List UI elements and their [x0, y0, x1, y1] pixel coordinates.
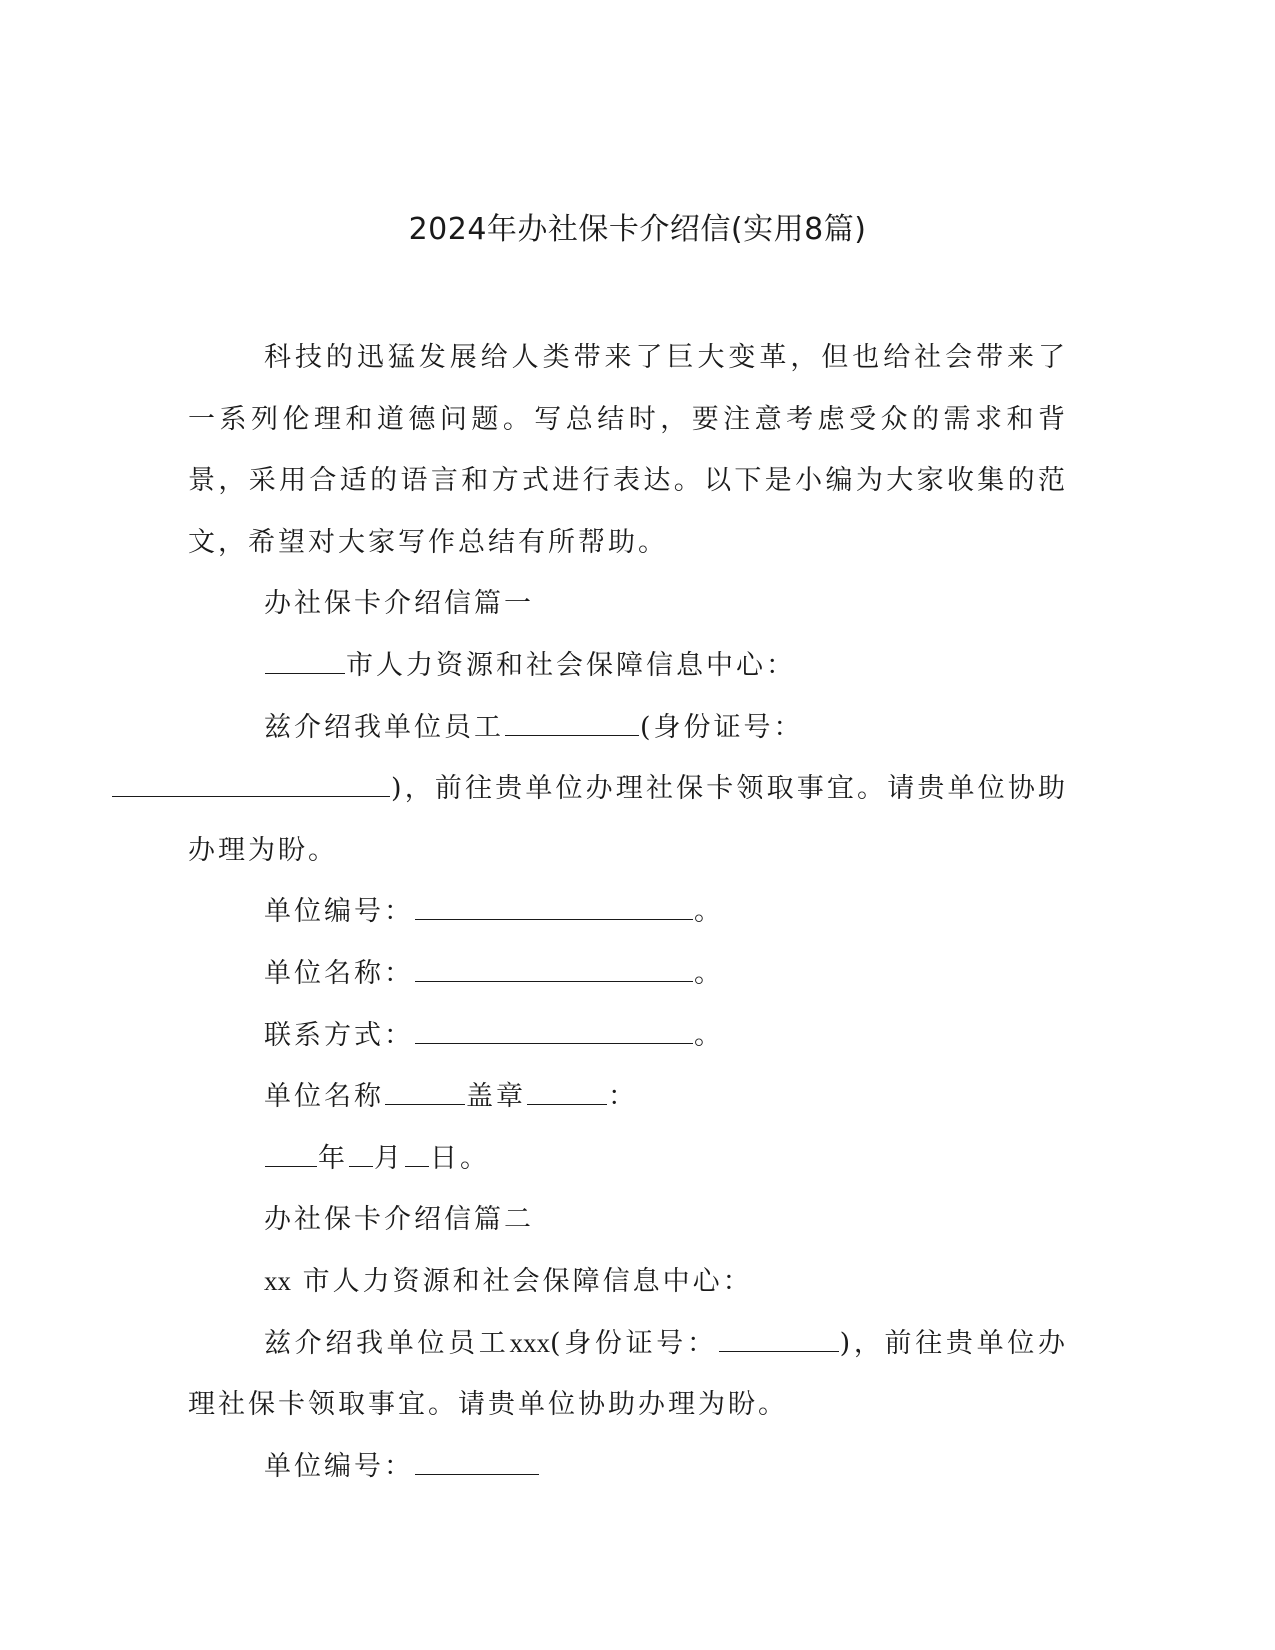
- addressee-text: 市人力资源和社会保障信息中心：: [302, 1265, 753, 1297]
- period: 。: [694, 957, 724, 989]
- letter1-seal-line: [188, 1066, 1068, 1128]
- letter1-unit-number: [188, 881, 1068, 943]
- document-title: 2024年办社保卡介绍信(实用8篇): [408, 212, 867, 247]
- addressee-text: 市人力资源和社会保障信息中心：: [346, 649, 796, 681]
- blank-city: [265, 647, 345, 674]
- blank-month: [349, 1140, 373, 1167]
- blank-seal-unit: [385, 1078, 465, 1105]
- letter1-heading: 办社保卡介绍信篇一: [264, 588, 534, 620]
- blank-contact: [415, 1017, 693, 1044]
- letter1-date-line: [188, 1128, 1068, 1190]
- blank-seal: [527, 1078, 607, 1105]
- year-text: 年: [318, 1142, 348, 1174]
- intro-text-c: )，前往贵单位办理社保卡领取事宜。请贵单位协助办理为盼。: [188, 1327, 1068, 1421]
- seal-text-b: 盖章: [466, 1081, 526, 1113]
- employee-name: xxx: [509, 1327, 550, 1358]
- letter2-intro-paragraph: [188, 1313, 1068, 1436]
- seal-text-a: 单位名称: [264, 1081, 384, 1113]
- letter1-intro-paragraph: [188, 697, 1068, 882]
- intro-text-a: 兹介绍我单位员工: [264, 1327, 510, 1359]
- letter2-heading: 办社保卡介绍信篇二: [264, 1204, 534, 1236]
- unit-name-label: 单位名称：: [264, 957, 414, 989]
- blank-employee: [505, 709, 639, 736]
- blank-unit-number: [415, 1448, 539, 1475]
- contact-label: 联系方式：: [264, 1019, 414, 1051]
- letter1-unit-name: [188, 943, 1068, 1005]
- blank-year: [265, 1140, 317, 1167]
- intro-text-b: (身份证号：: [550, 1327, 718, 1359]
- unit-number-label: 单位编号：: [264, 1450, 414, 1482]
- blank-unit-number: [415, 893, 693, 920]
- addressee-prefix: xx: [264, 1265, 291, 1296]
- period: 。: [694, 1019, 724, 1051]
- day-text: 日。: [430, 1142, 490, 1174]
- letter2-addressee: [188, 1251, 1068, 1313]
- seal-text-c: ：: [608, 1081, 638, 1113]
- unit-number-label: 单位编号：: [264, 896, 414, 928]
- letter2-unit-number: [188, 1436, 1068, 1498]
- period: 。: [694, 896, 724, 928]
- intro-paragraph: 科技的迅猛发展给人类带来了巨大变革，但也给社会带来了一系列伦理和道德问题。写总结时，要注意考虑受众的需求和背景，采用合适的语言和方式进行表达。以下是小编为大家收集的范文，希望对大家写作总结有所帮助。: [188, 342, 1068, 558]
- blank-id-number: [719, 1325, 839, 1352]
- intro-text-a: 兹介绍我单位员工: [264, 711, 504, 743]
- intro-text-c: )，前往贵单位办理社保卡领取事宜。请贵单位协助办理为盼。: [188, 773, 1068, 866]
- document-body: [188, 327, 1068, 1497]
- blank-unit-name: [415, 955, 693, 982]
- blank-id-number: [112, 770, 390, 797]
- blank-day: [405, 1140, 429, 1167]
- letter1-addressee: [188, 635, 1068, 697]
- intro-text-b: (身份证号：: [640, 711, 804, 743]
- month-text: 月: [374, 1142, 404, 1174]
- letter1-contact: [188, 1005, 1068, 1067]
